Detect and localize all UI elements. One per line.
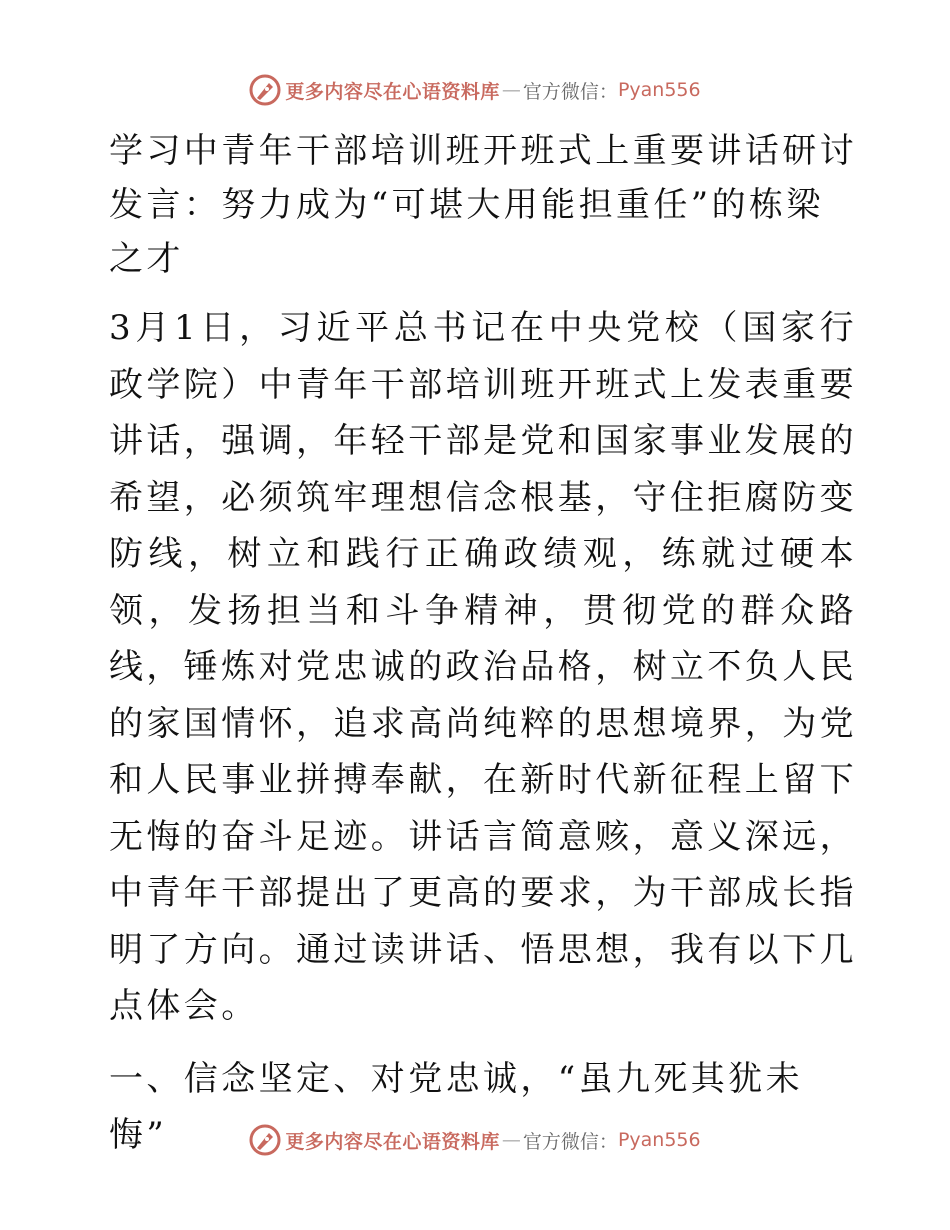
document-body <box>97 124 857 1163</box>
document-title: 学习中青年干部培训班开班式上重要讲话研讨发言：努力成为“可堪大用能担重任”的栋梁之才 <box>109 131 857 279</box>
banner-wechat-id: Pyan556 <box>617 1129 701 1151</box>
banner-main-text: 更多内容尽在心语资料库 <box>285 1130 500 1153</box>
section-heading: 一、信念坚定、对党忠诚，“虽九死其犹未悔” <box>109 1058 803 1155</box>
banner-separator: — <box>501 1129 521 1151</box>
pen-nib-logo-icon <box>249 1124 281 1156</box>
banner-main-text: 更多内容尽在心语资料库 <box>285 80 500 103</box>
banner-sub-text: 官方微信： <box>522 1130 618 1153</box>
banner-sub-text: 官方微信： <box>522 80 618 103</box>
header-banner <box>0 70 950 110</box>
banner-wechat-id: Pyan556 <box>617 79 701 101</box>
banner-separator: — <box>501 79 521 101</box>
footer-banner <box>0 1120 950 1160</box>
pen-nib-logo-icon <box>249 74 281 106</box>
body-paragraph: 3月1日，习近平总书记在中央党校（国家行政学院）中青年干部培训班开班式上发表重要讲话，强调，年轻干部是党和国家事业发展的希望，必须筑牢理想信念根基，守住拒腐防变防线，树立和践行正确政绩观，练就过硬本领，发扬担当和斗争精神，贯彻党的群众路线，锤炼对党忠诚的政治品格，树立不负人民的家国情怀，追求高尚纯粹的思想境界，为党和人民事业拼搏奉献，在新时代新征程上留下无悔的奋斗足迹。讲话言简意赅，意义深远，中青年干部提出了更高的要求，为干部成长指明了方向。通过读讲话、悟思想，我有以下几点体会。 <box>109 308 857 1026</box>
